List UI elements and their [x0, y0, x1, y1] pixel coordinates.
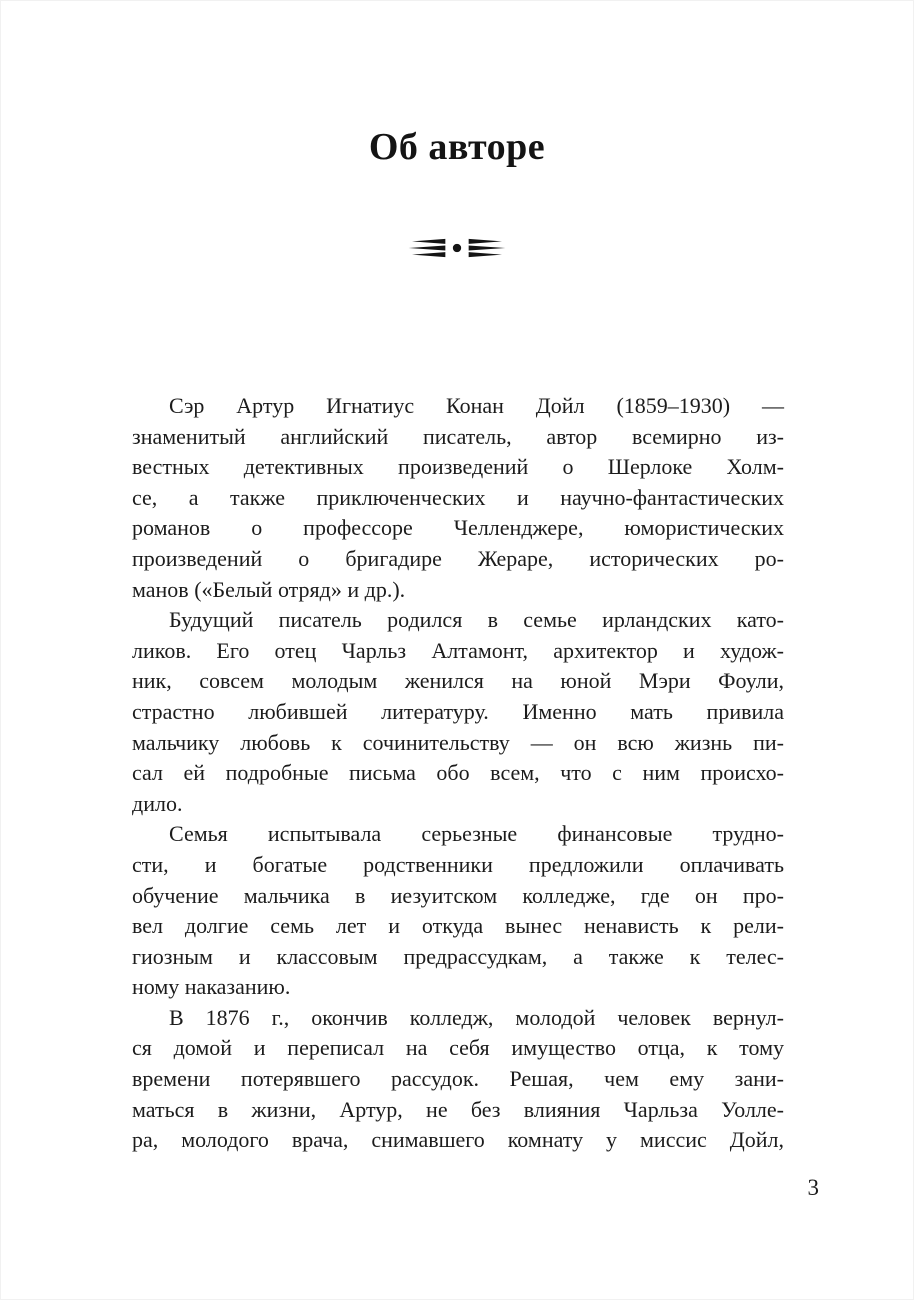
- text-line: ному наказанию.: [132, 974, 291, 1000]
- text-line: страстно любившей литературу. Именно мать привила: [132, 698, 784, 724]
- text-line: манов («Белый отряд» и др.).: [132, 576, 406, 602]
- text-line: дило.: [132, 790, 183, 816]
- text-line: романов о профессоре Челленджере, юмористических: [132, 515, 784, 541]
- text-line: сти, и богатые родственники предложили оплачивать: [132, 851, 784, 877]
- body-text: [132, 391, 784, 1156]
- text-line: сал ей подробные письма обо всем, что с ним происхо-: [132, 760, 784, 786]
- text-line: ся домой и переписал на себя имущество отца, к тому: [132, 1035, 784, 1061]
- paragraph: [132, 605, 784, 819]
- text-line: ра, молодого врача, снимавшего комнату у миссис Дойл,: [132, 1127, 784, 1153]
- text-line: Семья испытывала серьезные финансовые трудно-: [169, 821, 784, 847]
- divider-ornament-icon: [407, 235, 507, 261]
- text-line: В 1876 г., окончив колледж, молодой человек вернул-: [169, 1004, 784, 1030]
- section-divider: [1, 235, 913, 261]
- paragraph: [132, 391, 784, 605]
- text-line: вестных детективных произведений о Шерлоке Холм-: [132, 454, 784, 480]
- text-line: маться в жизни, Артур, не без влияния Чарльза Уолле-: [132, 1096, 784, 1122]
- text-line: се, а также приключенческих и научно-фантастических: [132, 484, 784, 510]
- text-line: времени потерявшего рассудок. Решая, чем ему зани-: [132, 1066, 784, 1092]
- text-line: произведений о бригадире Жераре, исторических ро-: [132, 545, 784, 571]
- text-line: гиозным и классовым предрассудкам, а также к телес-: [132, 943, 784, 969]
- text-line: знаменитый английский писатель, автор всемирно из-: [132, 423, 784, 449]
- text-line: вел долгие семь лет и откуда вынес ненависть к рели-: [132, 913, 784, 939]
- text-line: обучение мальчика в иезуитском колледже, где он про-: [132, 882, 784, 908]
- page-number: 3: [807, 1175, 819, 1200]
- text-line: ник, совсем молодым женился на юной Мэри Фоули,: [132, 668, 784, 694]
- text-line: Будущий писатель родился в семье ирландских като-: [169, 607, 784, 633]
- text-line: мальчику любовь к сочинительству — он всю жизнь пи-: [132, 729, 784, 755]
- page-title: Об авторе: [368, 126, 546, 168]
- paragraph: [132, 819, 784, 1003]
- text-line: Сэр Артур Игнатиус Конан Дойл (1859–1930) —: [169, 393, 784, 418]
- text-line: ликов. Его отец Чарльз Алтамонт, архитектор и худож-: [132, 637, 784, 663]
- paragraph: [132, 1003, 784, 1156]
